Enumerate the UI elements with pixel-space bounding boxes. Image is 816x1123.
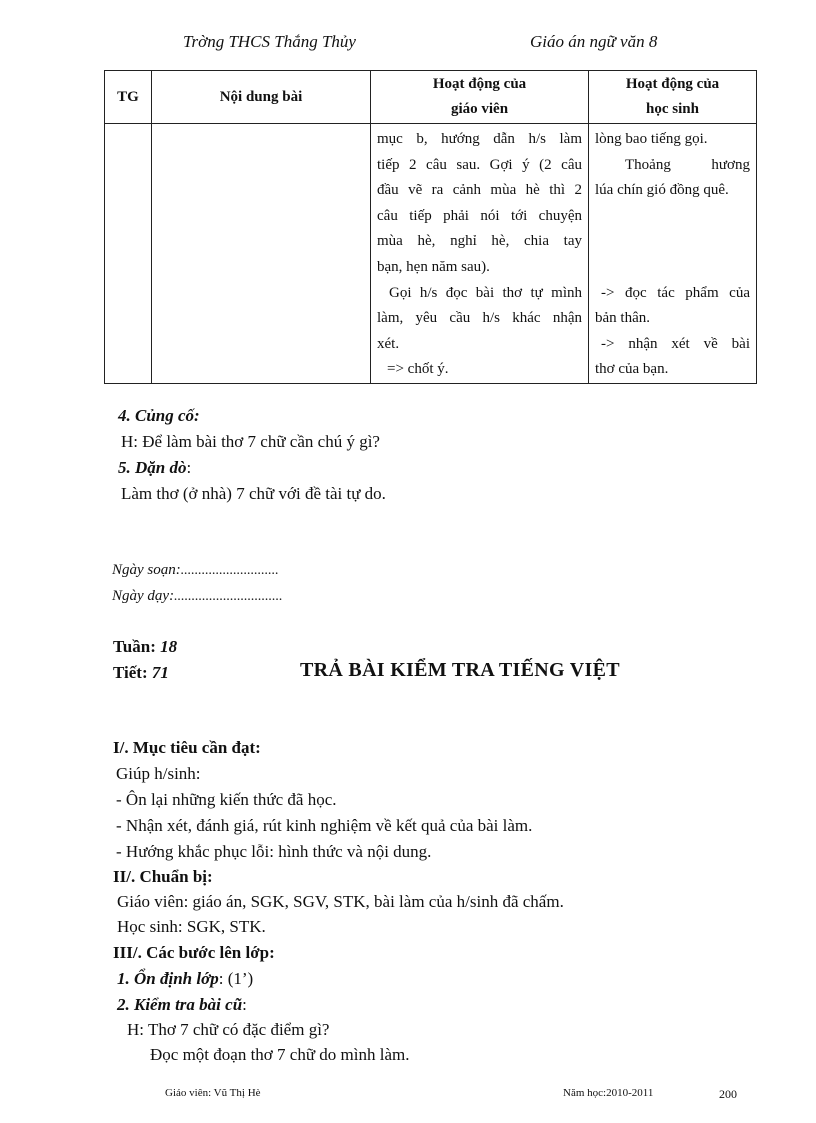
header-teacher: Hoạt động của giáo viên — [371, 71, 589, 124]
teacher-line: bạn, hẹn năm sau). — [377, 258, 490, 275]
header-subject: Giáo án ngữ văn 8 — [530, 32, 658, 51]
muc-tieu-line: - Hướng khắc phục lỗi: hình thức và nội dung. — [116, 842, 432, 861]
tuan: Tuần: 18 — [113, 637, 178, 656]
header-tg: TG — [105, 71, 152, 124]
on-dinh-lop: 1. Ổn định lớp: (1’) — [117, 969, 254, 988]
teacher-line: mục b, hướng dẫn h/s làm — [377, 131, 582, 147]
teacher-line: tiếp 2 câu sau. Gợi ý (2 câu — [377, 156, 582, 173]
student-line: -> đọc tác phẩm của — [601, 284, 750, 301]
teacher-line: => chốt ý. — [387, 361, 449, 378]
kiem-tra-q2: Đọc một đoạn thơ 7 chữ do mình làm. — [150, 1045, 410, 1064]
student-line: lòng bao tiếng gọi. — [595, 131, 708, 147]
teacher-line: mùa hè, nghỉ hè, chia tay — [377, 233, 582, 250]
teacher-line: Gọi h/s đọc bài thơ tự mình — [389, 284, 582, 301]
student-line: lúa chín gió đồng quê. — [595, 182, 729, 199]
footer-year: Năm học:2010-2011 — [563, 1087, 654, 1099]
kiem-tra-q1: H: Thơ 7 chữ có đặc điểm gì? — [127, 1020, 330, 1039]
lesson-table — [104, 70, 757, 384]
cell-content — [152, 124, 371, 384]
student-line — [595, 204, 750, 230]
muc-tieu-line: - Ôn lại những kiến thức đã học. — [116, 790, 337, 809]
teacher-line: xét. — [377, 335, 400, 352]
student-line: thơ của bạn. — [595, 361, 669, 378]
muc-tieu-line: - Nhận xét, đánh giá, rút kinh nghiệm về kết quả của bài làm. — [116, 816, 533, 835]
header-student: Hoạt động của học sinh — [589, 71, 757, 124]
footer-teacher: Giáo viên: Vũ Thị Hè — [165, 1087, 261, 1099]
chuan-bi-line: Học sinh: SGK, STK. — [117, 917, 266, 936]
cell-teacher — [371, 124, 589, 384]
lesson-title: TRẢ BÀI KIỂM TRA TIẾNG VIỆT — [300, 659, 620, 681]
ngay-soan: Ngày soạn:............................ — [112, 562, 279, 578]
cac-buoc-title: III/. Các bước lên lớp: — [113, 943, 275, 962]
chuan-bi-line: Giáo viên: giáo án, SGK, SGV, STK, bài làm của h/sinh đã chấm. — [117, 892, 564, 911]
footer-page-number: 200 — [719, 1087, 737, 1101]
ngay-day: Ngày dạy:............................... — [112, 588, 283, 604]
student-line — [595, 255, 750, 281]
teacher-line: làm, yêu cầu h/s khác nhận — [377, 310, 582, 327]
student-line: bản thân. — [595, 310, 650, 327]
muc-tieu-line: Giúp h/sinh: — [116, 764, 201, 783]
student-line — [595, 229, 750, 255]
teacher-line: đầu vẽ ra cảnh mùa hè thì 2 — [377, 182, 582, 199]
kiem-tra-bai-cu: 2. Kiểm tra bài cũ: — [117, 995, 247, 1014]
student-line: -> nhận xét về bài — [601, 335, 750, 352]
dan-do-heading: 5. Dặn dò: — [118, 458, 192, 477]
cell-student — [589, 124, 757, 384]
teacher-line: câu tiếp phải nói tới chuyện — [377, 207, 582, 224]
tiet: Tiết: 71 — [113, 663, 169, 682]
chuan-bi-title: II/. Chuẩn bị: — [113, 867, 213, 886]
cell-tg — [105, 124, 152, 384]
dan-do-text: Làm thơ (ở nhà) 7 chữ với đề tài tự do. — [121, 484, 386, 503]
cung-co-title: 4. Củng cố: — [118, 406, 200, 425]
header-school: Trờng THCS Thắng Thủy — [183, 32, 356, 51]
header-content: Nội dung bài — [152, 71, 371, 124]
muc-tieu-title: I/. Mục tiêu cần đạt: — [113, 738, 261, 757]
cung-co-question: H: Để làm bài thơ 7 chữ cần chú ý gì? — [121, 432, 380, 451]
student-line: Thoảng hương — [625, 156, 750, 173]
